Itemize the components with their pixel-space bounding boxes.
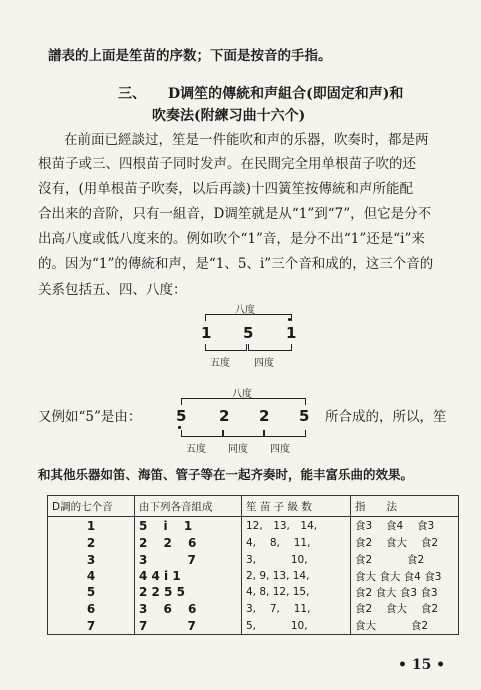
paragraph-line: 的。因为“1”的傳統和声，是“1、5、i”三个音和成的，这三个音的 <box>38 256 434 272</box>
tone-combination: 7 7 <box>135 617 242 635</box>
fingering: 食2 食2 <box>351 551 459 568</box>
scale-note: 5 <box>48 584 135 600</box>
col-header-pipes: 笙 苗 子 級 数 <box>242 496 351 517</box>
paragraph-line: 出高八度或低八度来的。例如吹个“1”音，是分不出“1”还是“i”来 <box>38 231 425 247</box>
paragraph-line: 关系包括五、四、八度： <box>38 282 187 298</box>
fingering: 食大 食大 食4 食3 <box>351 568 459 584</box>
table-row <box>48 600 459 617</box>
table-row <box>48 534 459 551</box>
table-row <box>48 584 459 600</box>
fingering: 食3 食4 食3 <box>351 517 459 535</box>
fifth-label: 五度 <box>210 358 230 369</box>
tone-combination: 3 7 <box>135 551 242 568</box>
scale-note: 6 <box>48 600 135 617</box>
note-1-high: 1 <box>286 324 297 342</box>
paragraph-line: 合出来的音阶，只有一組音，D调笙就是从“1”到“7”，但它是分不 <box>38 206 432 222</box>
scale-note: 3 <box>48 551 135 568</box>
fingering-table <box>47 495 459 635</box>
table-row <box>48 617 459 635</box>
tone-combination: 2 2 5 5 <box>135 584 242 600</box>
paragraph-line: 沒有，(用单根苗子吹奏，以后再談)十四簧笙按傳統和声所能配 <box>38 181 414 197</box>
table-row <box>48 551 459 568</box>
paragraph-line: 在前面已經談过，笙是一件能吹和声的乐器，吹奏时，都是两 <box>64 132 429 148</box>
col-header-scale: D調的七个音 <box>48 496 135 517</box>
pipe-numbers: 12, 13, 14, <box>242 517 351 535</box>
paragraph-line: 根苗子或三、四根苗子同时发声。在民間完全用单根苗子吹的还 <box>38 156 416 172</box>
pipe-numbers: 2, 9, 13, 14, <box>242 568 351 584</box>
fourth-label: 四度 <box>270 444 290 455</box>
scale-note: 2 <box>48 534 135 551</box>
table-row <box>48 517 459 535</box>
unison-label: 同度 <box>228 444 248 455</box>
scale-note: 1 <box>48 517 135 535</box>
note-2: 2 <box>259 407 270 425</box>
pipe-numbers: 4, 8, 12, 15, <box>242 584 351 600</box>
scale-note: 4 <box>48 568 135 584</box>
tone-combination: 4 4 i 1 <box>135 568 242 584</box>
octave-label: 八度 <box>235 305 255 316</box>
pipe-numbers: 3, 10, <box>242 551 351 568</box>
table-header-row <box>48 496 459 517</box>
low-octave-dot <box>178 426 181 429</box>
tone-combination: 5 i 1 <box>135 517 242 535</box>
unison-bracket <box>223 430 264 437</box>
fourth-bracket <box>264 430 306 437</box>
intro-line: 譜表的上面是笙苗的序数；下面是按音的手指。 <box>48 48 332 64</box>
page-number: • 15 • <box>398 657 446 673</box>
octave-label: 八度 <box>232 389 252 400</box>
fingering: 食2 食大 食2 <box>351 600 459 617</box>
col-header-combo: 由下列各音組成 <box>135 496 242 517</box>
section-heading-line2: 吹奏法(附練习曲十六个) <box>152 108 306 124</box>
octave-bracket <box>181 398 306 405</box>
note-5-high: 5 <box>299 407 310 425</box>
fingering: 食2 食大 食2 <box>351 534 459 551</box>
fifth-label: 五度 <box>186 444 206 455</box>
tone-combination: 3 6 6 <box>135 600 242 617</box>
note-1-low: 1 <box>201 324 212 342</box>
fingering: 食大 食2 <box>351 617 459 635</box>
fourth-label: 四度 <box>254 358 274 369</box>
fifth-bracket <box>181 430 223 437</box>
pipe-numbers: 3, 7, 11, <box>242 600 351 617</box>
note-5: 5 <box>243 324 254 342</box>
table-row <box>48 568 459 584</box>
fingering: 食2 食大 食3 食3 <box>351 584 459 600</box>
scale-note: 7 <box>48 617 135 635</box>
high-octave-dot <box>288 318 291 321</box>
section-heading-line1: D调笙的傳統和声組合(即固定和声)和 <box>168 86 404 102</box>
fifth-bracket <box>205 344 247 351</box>
closing-line: 和其他乐器如笛、海笛、管子等在一起齐奏时，能丰富乐曲的效果。 <box>38 467 414 482</box>
note-5-low: 5 <box>176 407 187 425</box>
col-header-fingering: 指 法 <box>351 496 459 517</box>
fourth-bracket <box>248 344 292 351</box>
example-lead-text: 又例如“5”是由： <box>38 409 142 425</box>
section-number: 三、 <box>118 86 146 102</box>
note-2: 2 <box>219 407 230 425</box>
pipe-numbers: 4, 8, 11, <box>242 534 351 551</box>
example-trail-text: 所合成的，所以，笙 <box>325 409 447 425</box>
pipe-numbers: 5, 10, <box>242 617 351 635</box>
octave-bracket <box>205 314 292 321</box>
tone-combination: 2 2 6 <box>135 534 242 551</box>
